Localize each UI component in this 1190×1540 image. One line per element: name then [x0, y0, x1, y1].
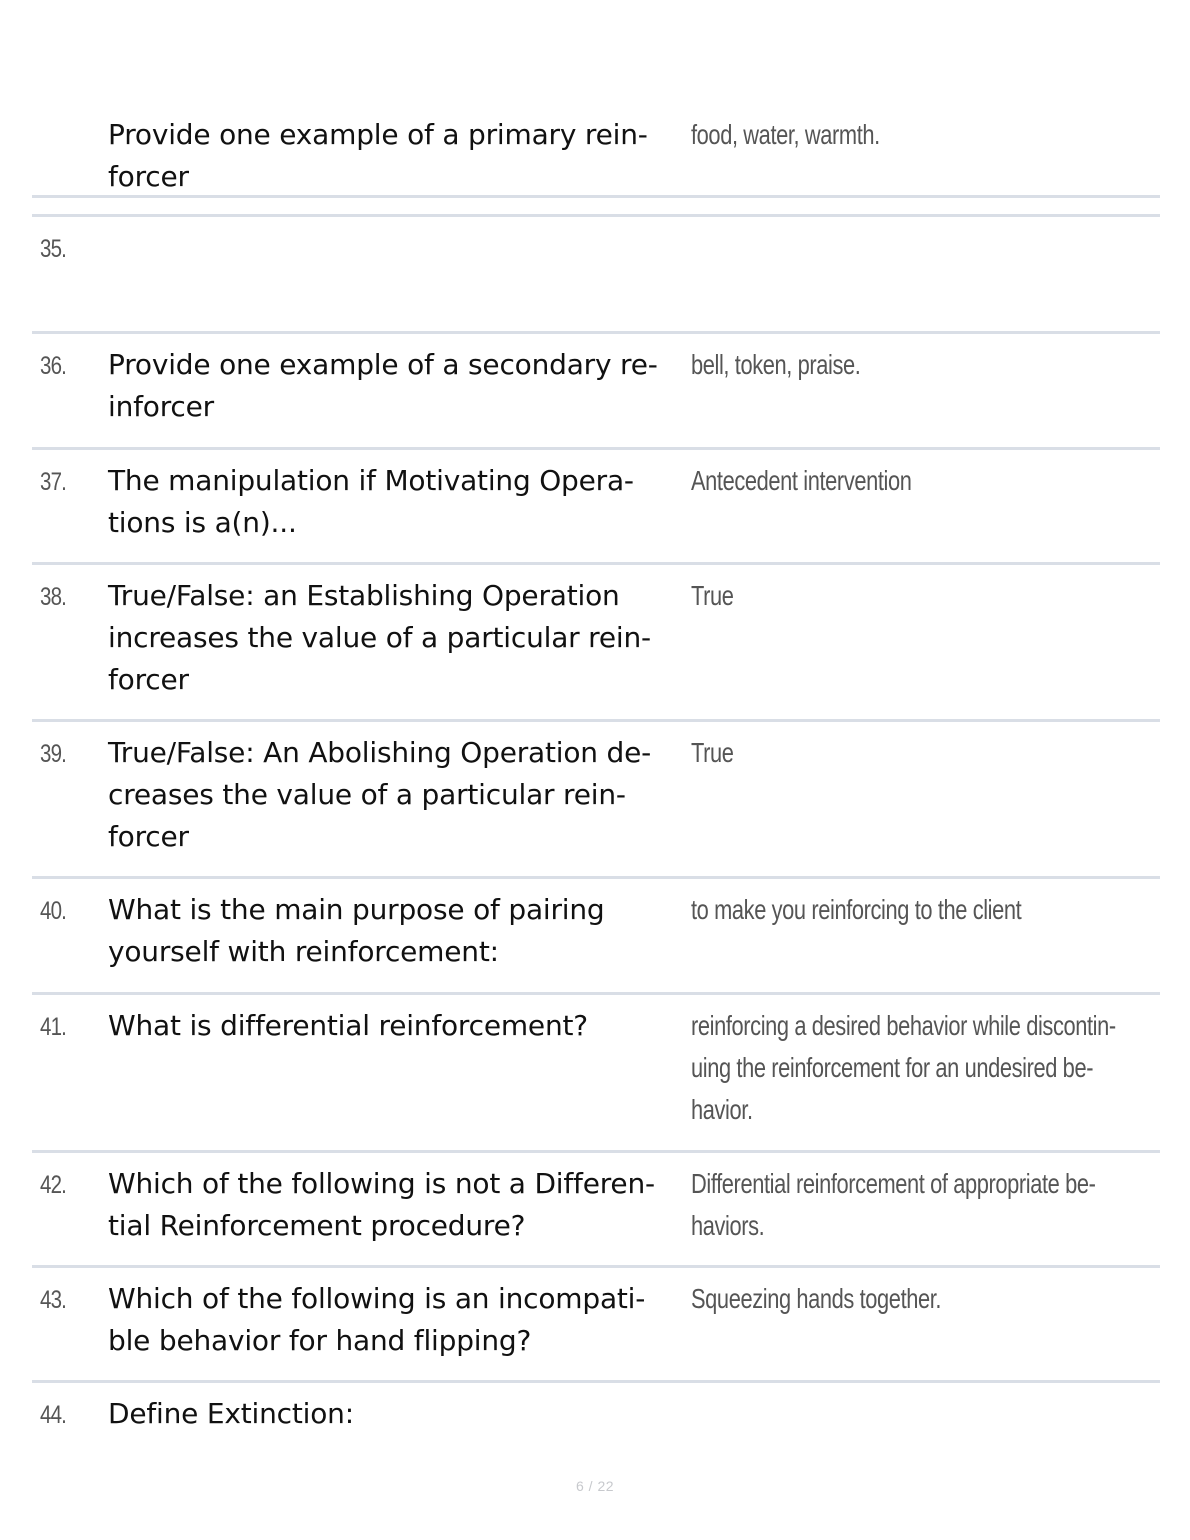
- list-item: [32, 722, 1160, 879]
- answer-text: reinforcing a desired behavior while discontin- uing the reinforcement for an undesired be- havior.: [691, 1010, 1116, 1125]
- answer-text: True: [691, 580, 734, 611]
- page-number: 6 / 22: [575, 1478, 615, 1494]
- item-number: 37.: [40, 468, 67, 496]
- item-number: 41.: [40, 1013, 67, 1041]
- flashcard-page: [32, 0, 1160, 1540]
- list-item: [32, 110, 1160, 198]
- list-item: [32, 217, 1160, 334]
- list-item: [32, 995, 1160, 1153]
- list-item: [32, 1383, 1160, 1453]
- item-number: 39.: [40, 740, 67, 768]
- answer-text: bell, token, praise.: [691, 349, 861, 380]
- question-text: Provide one example of a primary rein- forcer: [108, 118, 648, 193]
- list-item: [32, 879, 1160, 995]
- list-item: [32, 450, 1160, 565]
- list-item: [32, 334, 1160, 450]
- question-text: The manipulation if Motivating Opera- tions is a(n)...: [108, 464, 634, 539]
- item-number: 38.: [40, 583, 67, 611]
- list-item: [32, 565, 1160, 722]
- answer-text: food, water, warmth.: [691, 119, 880, 150]
- item-number: 35.: [40, 235, 67, 263]
- item-number: 40.: [40, 897, 67, 925]
- question-text: True/False: an Establishing Operation increases the value of a particular rein- forcer: [108, 579, 651, 696]
- item-number: 44.: [40, 1401, 67, 1429]
- item-number: 42.: [40, 1171, 67, 1199]
- question-text: Define Extinction:: [108, 1397, 354, 1430]
- answer-text: Squeezing hands together.: [691, 1283, 942, 1314]
- item-number: 43.: [40, 1286, 67, 1314]
- answer-text: to make you reinforcing to the client: [691, 894, 1022, 925]
- question-text: Which of the following is not a Differen- tial Reinforcement procedure?: [108, 1167, 655, 1242]
- item-number: 36.: [40, 352, 67, 380]
- list-item: [32, 1268, 1160, 1383]
- question-text: True/False: An Abolishing Operation de- creases the value of a particular rein- forcer: [108, 736, 652, 853]
- answer-text: Antecedent intervention: [691, 465, 912, 496]
- answer-text: Differential reinforcement of appropriate be- haviors.: [691, 1168, 1096, 1241]
- question-text: What is differential reinforcement?: [108, 1009, 588, 1042]
- question-text: Which of the following is an incompati- ble behavior for hand flipping?: [108, 1282, 646, 1357]
- question-text: Provide one example of a secondary re- inforcer: [108, 348, 658, 423]
- list-item: [32, 1153, 1160, 1268]
- answer-text: True: [691, 737, 734, 768]
- question-text: What is the main purpose of pairing yourself with reinforcement:: [108, 893, 605, 968]
